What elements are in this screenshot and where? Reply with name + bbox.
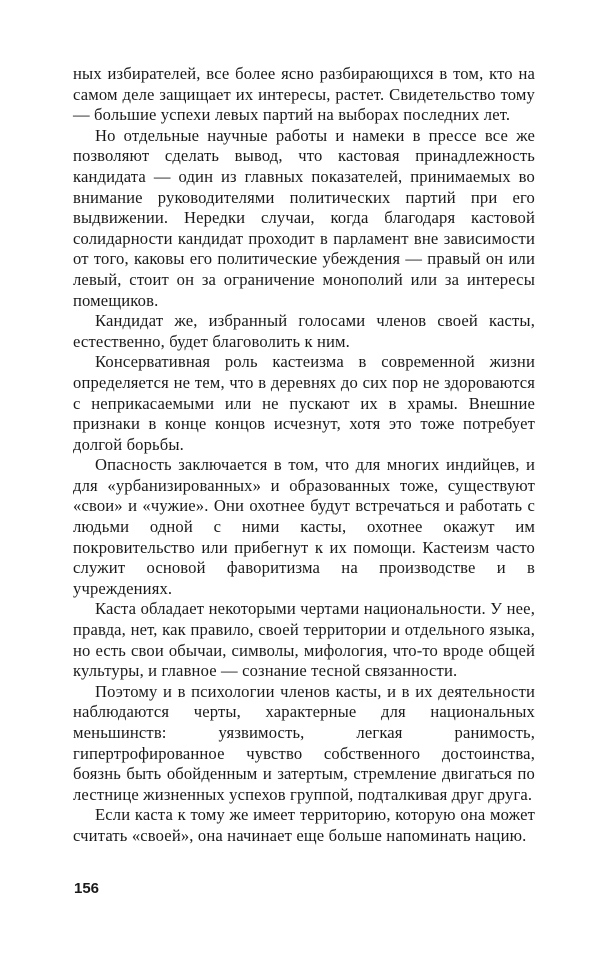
paragraph-7: Поэтому и в психологии членов касты, и в их деятельности наблюдаются черты, характерные для национальных меньшинств: уязвимость, легкая ранимость, гипертрофированное чувство собственного достоинства, боязнь быть обойденным и затертым, стремление двигаться по лестнице жизненных успехов группой, подталкивая друг друга. [73, 681, 535, 804]
page-number: 156 [74, 880, 100, 897]
paragraph-2: Но отдельные научные работы и намеки в прессе все же позволяют сделать вывод, что кастовая принадлежность кандидата — один из главных показателей, принимаемых во внимание руководителями политических партий при его выдвижении. Нередки случаи, когда благодаря кастовой солидарности кандидат проходит в парламент вне зависимости от того, каковы его политические убеждения — правый он или левый, стоит он за ограничение монополий или за интересы помещиков. [73, 125, 535, 310]
paragraph-8: Если каста к тому же имеет территорию, которую она может считать «своей», она начинает еще больше напоминать нацию. [73, 805, 535, 845]
paragraph-1: ных избирателей, все более ясно разбирающихся в том, кто на самом деле защищает их интересы, растет. Свидетельство тому — большие успехи левых партий на выборах последних лет. [73, 64, 535, 125]
paragraph-3: Кандидат же, избранный голосами членов своей касты, естественно, будет благоволить к ним. [73, 311, 535, 351]
paragraph-5: Опасность заключается в том, что для многих индийцев, и для «урбанизированных» и образованных тоже, существуют «свои» и «чужие». Они охотнее будут встречаться и работать с людьми одной с ними касты, охотнее окажут им покровительство или прибегнут к их помощи. Кастеизм часто служит основой фаворитизма на производстве и в учреждениях. [73, 455, 535, 598]
paragraph-4: Консервативная роль кастеизма в современной жизни определяется не тем, что в деревнях до сих пор не здороваются с неприкасаемыми или не пускают их в храмы. Внешние признаки в конце концов исчезнут, хотя это тоже потребует долгой борьбы. [73, 352, 535, 454]
paragraph-6: Каста обладает некоторыми чертами национальности. У нее, правда, нет, как правило, своей территории и отдельного языка, но есть свои обычаи, символы, мифология, что-то вроде общей культуры, и главное — сознание тесной связанности. [73, 599, 535, 681]
page-text-body [73, 64, 535, 847]
